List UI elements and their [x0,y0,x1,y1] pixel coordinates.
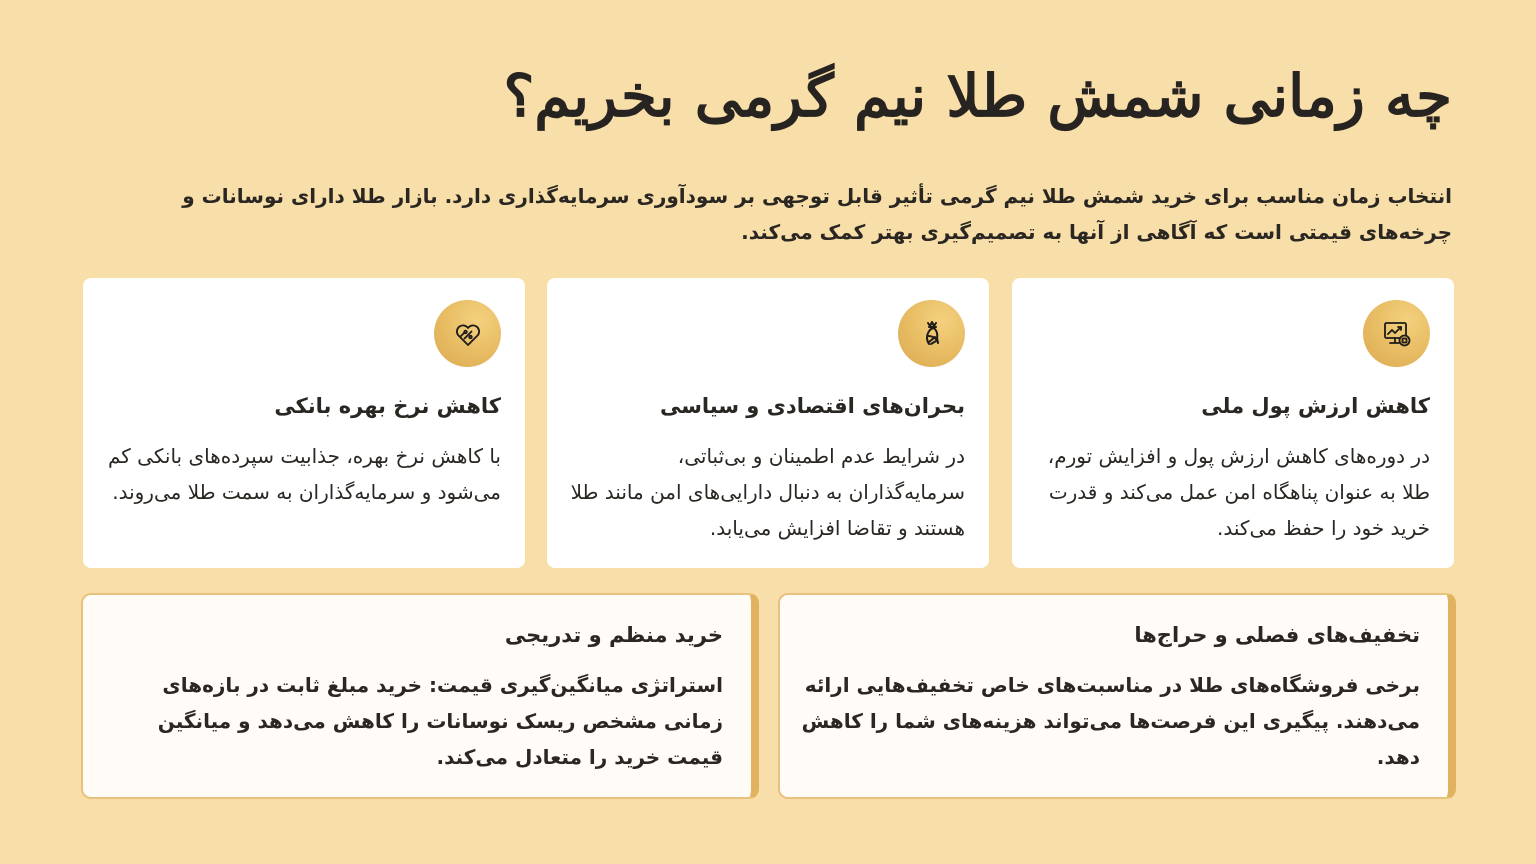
card-heading: خرید منظم و تدریجی [504,623,723,647]
card-regular-gradual-buying [81,593,759,799]
crisis-figure-icon [917,319,947,349]
card-body: برخی فروشگاه‌های طلا در مناسبت‌های خاص تخفیف‌هایی ارائه می‌دهند. پیگیری این فرصت‌ها می‌تواند هزینه‌های شما را کاهش دهد. [801,673,1420,769]
card-heading: کاهش ارزش پول ملی [1201,394,1430,418]
card-heading: تخفیف‌های فصلی و حراج‌ها [1134,623,1420,647]
icon-badge [1363,300,1430,367]
card-body: استراتژی میانگین‌گیری قیمت: خرید مبلغ ثابت در بازه‌های زمانی مشخص ریسک نوسانات را کاهش می‌دهد و میانگین قیمت خرید را متعادل می‌کند. [157,673,723,769]
card-seasonal-discounts [778,593,1456,799]
icon-badge [434,300,501,367]
card-body: در شرایط عدم اطمینان و بی‌ثباتی، سرمایه‌گذاران به دنبال دارایی‌های امن مانند طلا هستند و تقاضا افزایش می‌یابد. [570,444,965,540]
intro-paragraph: انتخاب زمان مناسب برای خرید شمش طلا نیم گرمی تأثیر قابل توجهی بر سودآوری سرمایه‌گذاری دارد. بازار طلا دارای نوسانات و چرخه‌های قیمتی است که آگاهی از آنها به تصمیم‌گیری بهتر کمک می‌کند. [182,184,1452,244]
card-body: با کاهش نرخ بهره، جذابیت سپرده‌های بانکی کم می‌شود و سرمایه‌گذاران به سمت طلا می‌روند. [107,444,501,504]
card-currency-devaluation [1012,278,1454,568]
card-heading: کاهش نرخ بهره بانکی [274,394,501,418]
card-economic-political-crises [547,278,989,568]
card-body: در دوره‌های کاهش ارزش پول و افزایش تورم، طلا به عنوان پناهگاه امن عمل می‌کند و قدرت خرید خود را حفظ می‌کند. [1047,444,1430,540]
card-interest-rate-drop [83,278,525,568]
monitor-chart-coin-icon [1382,319,1412,349]
heart-percent-icon [453,319,483,349]
page-title: چه زمانی شمش طلا نیم گرمی بخریم؟ [503,62,1452,130]
icon-badge [898,300,965,367]
card-heading: بحران‌های اقتصادی و سیاسی [659,394,965,418]
